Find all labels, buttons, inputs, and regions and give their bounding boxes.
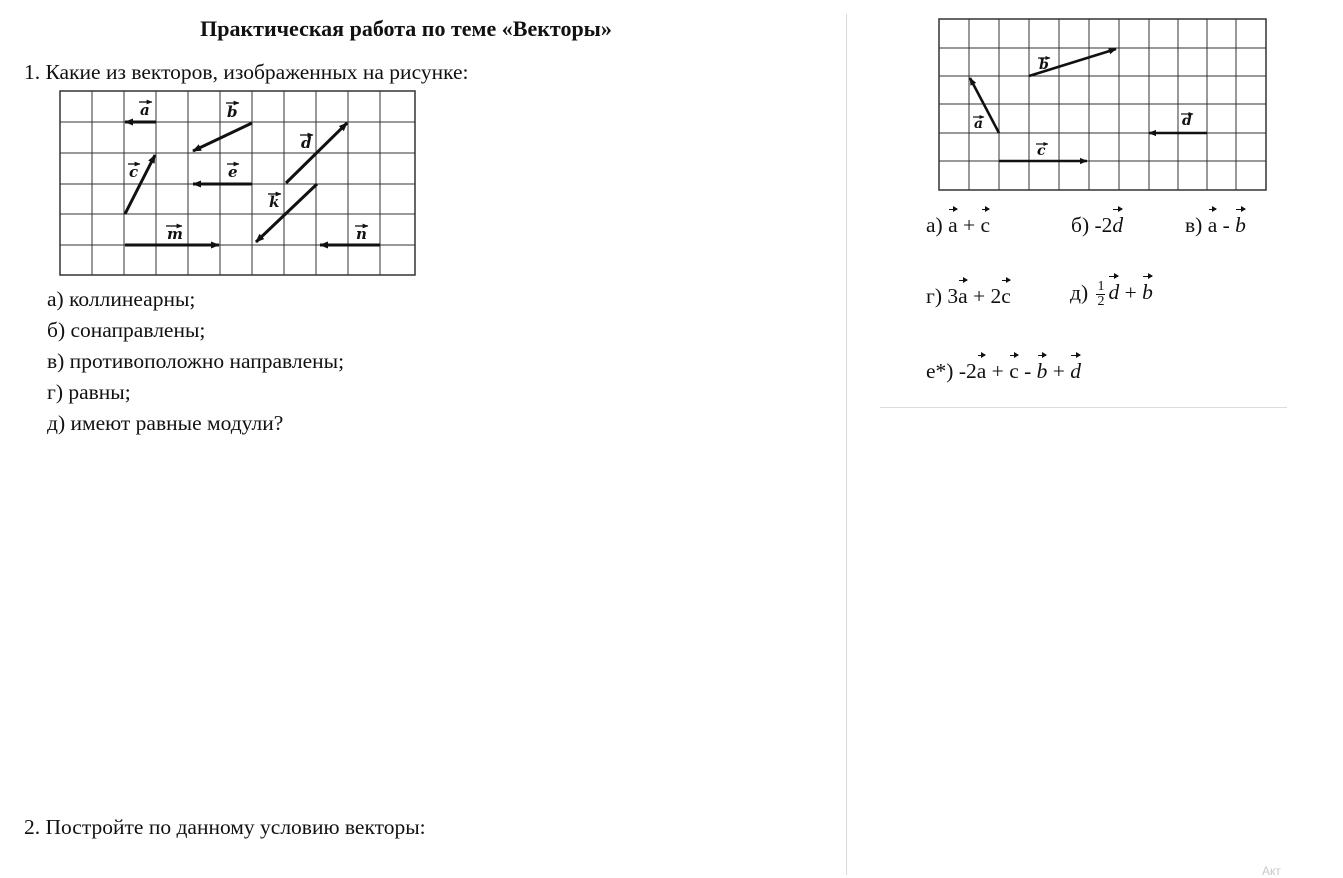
task-1-text: Какие из векторов, изображенных на рисунке: — [45, 60, 469, 84]
expression-e: е*) -2a + c - b + d — [926, 359, 1082, 383]
vector-e-label: e — [228, 163, 238, 181]
vec-c: c — [980, 213, 991, 237]
vector-a-label: a — [140, 101, 150, 119]
watermark: Акт — [1262, 864, 1281, 878]
task-1-option-b: б) сонаправлены; — [47, 318, 206, 342]
vec-a: a — [976, 359, 987, 383]
task-1-question — [24, 60, 469, 85]
vec-b: b — [1142, 280, 1153, 305]
task-2-vector-figure — [938, 18, 1268, 193]
right-column-divider — [880, 407, 1287, 408]
task-1-option-a: а) коллинеарны; — [47, 287, 196, 311]
vec-a: a — [958, 284, 968, 308]
vector-b-arrow — [193, 123, 252, 151]
task-1-option-g: г) равны; — [47, 380, 131, 404]
vector-n-label: n — [356, 225, 367, 243]
vector-k-label: k — [269, 193, 280, 211]
expression-b: б) -2d — [1071, 213, 1124, 237]
expression-v: в) a - b — [1185, 213, 1246, 237]
vector-d-label: d — [301, 134, 312, 152]
vec-a: a — [1207, 213, 1218, 237]
task-1-number: 1. — [24, 60, 41, 84]
vector-c-label: c — [129, 163, 139, 181]
vec-c: c — [1009, 359, 1019, 383]
vector-a2-label: a — [974, 116, 984, 132]
fraction-one-half: $\frac{1}{2}$ — [1097, 279, 1105, 309]
vec-c: c — [1001, 284, 1011, 308]
task-1-vector-figure — [59, 90, 417, 278]
vector-m-label: m — [167, 225, 183, 243]
expression-d: д) $\frac{1}{2}$ d + b — [1070, 279, 1153, 309]
vector-k-arrow — [256, 184, 317, 242]
expression-a: а) a + c — [926, 213, 991, 237]
task-2-grid — [939, 19, 1266, 190]
task-1-option-v: в) противоположно направлены; — [47, 349, 345, 373]
vector-d2-label: d — [1182, 113, 1192, 129]
vec-d: d — [1108, 280, 1120, 305]
vec-a: a — [948, 213, 958, 237]
task-2-question — [24, 815, 426, 840]
vector-b2-label: b — [1039, 57, 1049, 73]
page-title: Практическая работа по теме «Векторы» — [200, 16, 612, 41]
task-2-text: Постройте по данному условию векторы: — [45, 815, 426, 839]
vector-c2-label: c — [1037, 143, 1046, 159]
expression-g: г) 3a + 2c — [926, 284, 1011, 308]
task-2-number: 2. — [24, 815, 41, 839]
vec-d: d — [1112, 213, 1124, 237]
vec-b: b — [1235, 213, 1246, 237]
column-divider — [846, 14, 847, 875]
vector-b-label: b — [227, 103, 238, 121]
task-1-option-d: д) имеют равные модули? — [47, 411, 284, 435]
vec-d: d — [1070, 359, 1082, 383]
vec-b: b — [1036, 359, 1048, 383]
